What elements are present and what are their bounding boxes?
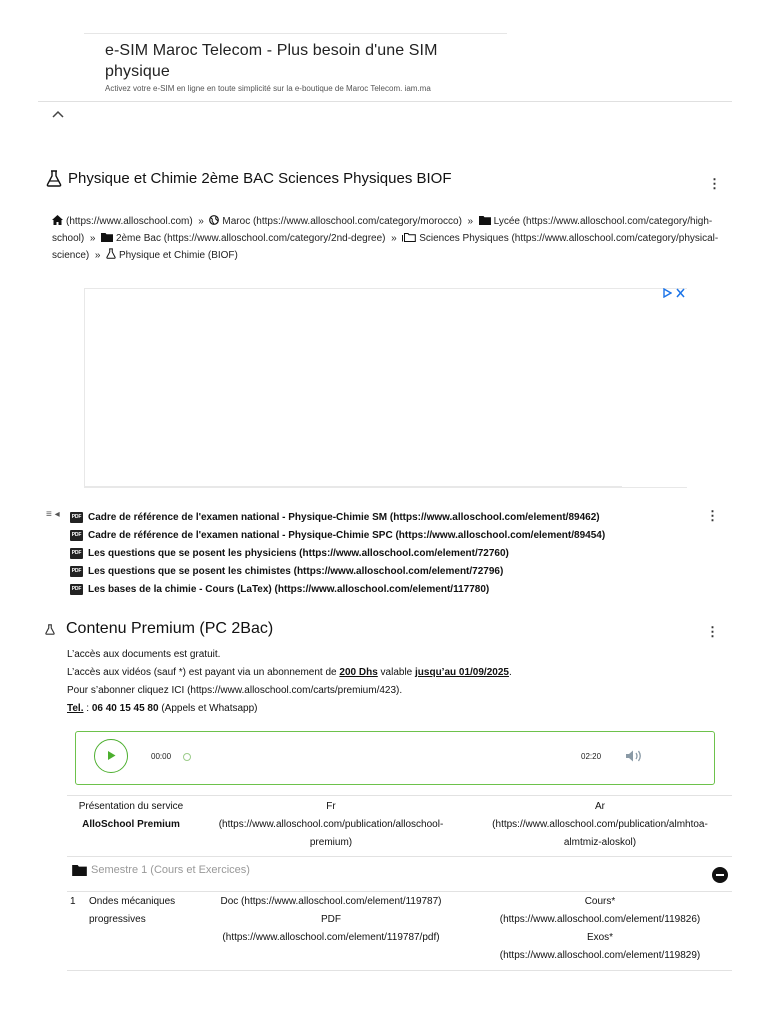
divider <box>67 856 732 857</box>
cours-link[interactable]: Cours* <box>584 896 616 907</box>
divider <box>67 795 732 796</box>
list-item[interactable] <box>70 526 605 544</box>
row-number: 1 <box>70 896 76 907</box>
link-text[interactable]: Les questions que se posent les physiciens (https://www.alloschool.com/element/72760) <box>88 547 509 559</box>
more-menu-icon[interactable]: ⋮ <box>708 176 721 191</box>
pdf-icon: PDF <box>70 548 83 559</box>
exos-link[interactable]: Exos* <box>586 932 614 943</box>
folders-icon <box>402 232 416 242</box>
exos-link[interactable]: (https://www.alloschool.com/element/119829) <box>499 950 701 961</box>
list-item[interactable] <box>70 508 605 526</box>
service-link-fr[interactable] <box>196 798 466 852</box>
semestre-header[interactable] <box>72 864 250 876</box>
text[interactable]: almtmiz-aloskol) <box>563 837 637 848</box>
text[interactable]: (https://www.alloschool.com/publication/alloschool- <box>218 819 444 830</box>
adchoices-icon[interactable] <box>662 288 672 298</box>
expiry-date: jusqu’au 01/09/2025 <box>415 667 509 678</box>
text: progressives <box>89 914 146 925</box>
price: 200 Dhs <box>339 667 378 678</box>
pdf-link[interactable]: (https://www.alloschool.com/element/119787/pdf) <box>222 932 440 943</box>
service-label <box>67 798 195 834</box>
home-icon <box>52 215 63 225</box>
breadcrumb-home[interactable]: (https://www.alloschool.com) <box>66 216 193 227</box>
folder-icon <box>479 216 491 225</box>
breadcrumb-separator: » <box>391 233 397 244</box>
folder-icon <box>72 865 87 876</box>
document-links <box>70 508 605 598</box>
pdf-link[interactable]: PDF <box>321 914 341 925</box>
flask-icon <box>106 248 116 259</box>
phone-line <box>67 700 512 718</box>
text: AlloSchool Premium <box>82 819 180 830</box>
globe-icon <box>209 215 219 225</box>
divider <box>67 891 732 892</box>
folder-icon <box>101 233 113 242</box>
doc-links[interactable] <box>196 893 466 947</box>
page-title-row <box>46 170 452 187</box>
text: Ar <box>595 801 605 812</box>
seek-slider[interactable] <box>183 753 191 761</box>
breadcrumb-lycee[interactable]: Lycée (https://www.alloschool.com/category/high-school) <box>52 216 713 244</box>
text: Présentation du service <box>78 801 184 812</box>
premium-line: L’accès aux documents est gratuit. <box>67 649 221 660</box>
breadcrumb-separator: » <box>89 233 96 244</box>
video-links[interactable] <box>468 893 732 965</box>
adchoices[interactable] <box>662 288 685 298</box>
semestre-label[interactable]: Semestre 1 (Cours et Exercices) <box>91 864 250 876</box>
text: : <box>83 703 92 714</box>
duration: 02:20 <box>581 752 602 761</box>
pdf-icon: PDF <box>70 512 83 523</box>
text: (Appels et Whatsapp) <box>158 703 258 714</box>
play-button[interactable] <box>94 739 128 773</box>
divider <box>84 486 622 487</box>
breadcrumb-sciences[interactable]: Sciences Physiques (https://www.alloschool.com/category/physical-science) <box>52 233 719 261</box>
text: Fr <box>326 801 336 812</box>
text: valable <box>377 667 416 678</box>
page-title: Physique et Chimie 2ème BAC Sciences Physiques BIOF <box>68 170 452 187</box>
text: . <box>508 667 512 678</box>
list-item[interactable] <box>70 580 605 598</box>
link-text[interactable]: Cadre de référence de l'examen national - Physique-Chimie SPC (https://www.alloschool.com/element/89454) <box>88 529 606 541</box>
chevron-up-icon[interactable] <box>51 108 65 120</box>
pdf-icon: PDF <box>70 566 83 577</box>
premium-title: Contenu Premium (PC 2Bac) <box>66 620 274 637</box>
breadcrumb <box>52 213 720 264</box>
service-link-ar[interactable] <box>468 798 732 852</box>
divider <box>38 101 732 102</box>
list-toggle-icon[interactable]: ≡ ◂ <box>46 509 60 520</box>
text[interactable]: premium) <box>309 837 353 848</box>
list-item[interactable] <box>70 544 605 562</box>
subscribe-link[interactable]: Pour s’abonner cliquez ICI (https://www.alloschool.com/carts/premium/423). <box>67 685 403 696</box>
pdf-icon: PDF <box>70 530 83 541</box>
pdf-icon: PDF <box>70 584 83 595</box>
list-item[interactable] <box>70 562 605 580</box>
ad-description: Activez votre e-SIM en ligne en toute simplicité sur la e-boutique de Maroc Telecom. iam.ma <box>105 84 431 93</box>
cours-link[interactable]: (https://www.alloschool.com/element/119826) <box>499 914 701 925</box>
breadcrumb-separator: » <box>198 216 204 227</box>
premium-price-line <box>67 664 512 682</box>
flask-icon <box>45 624 55 635</box>
breadcrumb-maroc[interactable]: Maroc (https://www.alloschool.com/category/morocco) <box>222 216 462 227</box>
doc-link[interactable]: Doc (https://www.alloschool.com/element/119787) <box>220 896 442 907</box>
collapse-icon[interactable] <box>712 867 728 883</box>
breadcrumb-separator: » <box>94 250 101 261</box>
link-text[interactable]: Les questions que se posent les chimistes (https://www.alloschool.com/element/72796) <box>88 565 504 577</box>
current-time: 00:00 <box>151 752 172 761</box>
tel-label: Tel. <box>67 703 84 714</box>
text: L’accès aux vidéos (sauf *) est payant via un abonnement de <box>67 667 340 678</box>
close-icon[interactable] <box>676 288 685 298</box>
volume-icon[interactable] <box>625 749 643 763</box>
flask-icon <box>46 170 62 187</box>
breadcrumb-current: Physique et Chimie (BIOF) <box>118 250 238 261</box>
link-text[interactable]: Les bases de la chimie - Cours (LaTex) (https://www.alloschool.com/element/117780) <box>88 583 490 595</box>
text: Ondes mécaniques <box>89 896 176 907</box>
ad-placeholder[interactable] <box>84 288 687 488</box>
lesson-name <box>89 893 197 929</box>
play-icon[interactable] <box>95 740 126 771</box>
more-menu-icon[interactable]: ⋮ <box>706 508 719 523</box>
breadcrumb-2eme-bac[interactable]: 2ème Bac (https://www.alloschool.com/category/2nd-degree) <box>115 233 386 244</box>
link-text[interactable]: Cadre de référence de l'examen national - Physique-Chimie SM (https://www.alloschool.com/element/89462) <box>88 511 600 523</box>
premium-info <box>67 646 512 718</box>
breadcrumb-separator: » <box>467 216 474 227</box>
divider <box>67 970 732 971</box>
more-menu-icon[interactable]: ⋮ <box>706 624 719 639</box>
text[interactable]: (https://www.alloschool.com/publication/almhtoa- <box>492 819 708 830</box>
ad-title[interactable]: e-SIM Maroc Telecom - Plus besoin d'une SIM physique <box>105 42 438 80</box>
phone-number[interactable]: 06 40 15 45 80 <box>91 703 159 714</box>
